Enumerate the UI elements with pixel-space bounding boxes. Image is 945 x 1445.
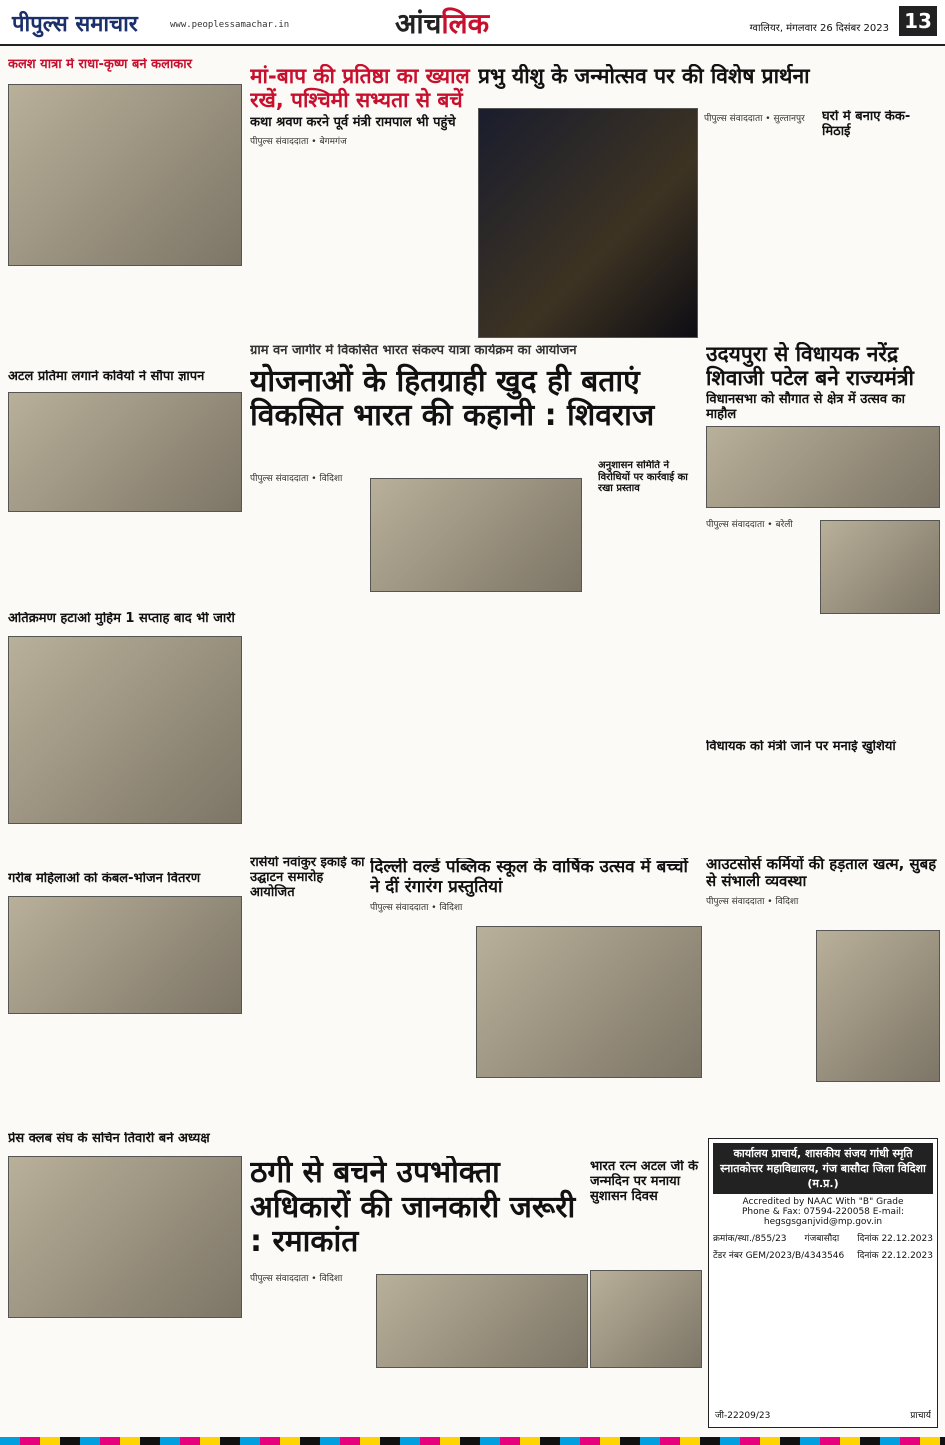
- ad-tender-date: दिनांक 22.12.2023: [857, 1251, 933, 1261]
- color-registration-bar: [0, 1437, 945, 1445]
- masthead: [0, 0, 945, 46]
- ad-ref: जी-22209/23: [715, 1411, 771, 1421]
- tender-advertisement: [708, 1138, 938, 1428]
- photo-shivraj: [370, 478, 582, 592]
- photo-atikraman: [8, 636, 242, 824]
- subheadline: कथा श्रवण करने पूर्व मंत्री रामपाल भी पहुंचे: [250, 115, 456, 131]
- photo-kalash: [8, 84, 242, 266]
- ad-kramank: क्रमांक/स्था./855/23: [713, 1234, 787, 1244]
- headline: कलश यात्रा में राधा-कृष्ण बने कलाकार: [8, 58, 192, 72]
- headline: घरों में बनाए केक-मिठाई: [822, 110, 911, 139]
- story-udaypura: [706, 342, 938, 422]
- headline: ठगी से बचने उपभोक्ता अधिकारों की जानकारी जरूरी : रमाकांत: [250, 1156, 576, 1259]
- headline: अटल प्रतिमा लगाने कवियों ने सौंपा ज्ञापन: [8, 370, 205, 384]
- kicker: ग्राम वन जागीर में विकसित भारत संकल्प यात्रा कार्यक्रम का आयोजन: [250, 344, 577, 358]
- brand-title: पीपुल्स समाचार: [12, 12, 138, 37]
- site-url: www.peoplessamachar.in: [170, 20, 290, 30]
- byline: पीपुल्स संवाददाता • विदिशा: [250, 1274, 343, 1284]
- story-prabhu-yeshu: [478, 64, 918, 104]
- headline: मां-बाप की प्रतिष्ठा का ख्याल रखें, पश्चिमी सभ्यता से बचें: [250, 64, 470, 113]
- dateline: ग्वालियर, मंगलवार 26 दिसंबर 2023: [749, 23, 889, 34]
- byline: पीपुल्स संवाददाता • विदिशा: [706, 896, 799, 907]
- photo-press-club: [8, 1156, 242, 1318]
- section-title-part-b: लिक: [441, 7, 490, 40]
- headline: गरीब महिलाओं को कंबल-भोजन वितरण: [8, 872, 201, 886]
- byline: पीपुल्स संवाददाता • विदिशा: [250, 474, 343, 484]
- headline: भारत रत्न अटल जी के जन्मदिन पर मनाया सुशासन दिवस: [590, 1160, 699, 1204]
- story-raseyo: [250, 856, 368, 916]
- photo-kambal: [8, 896, 242, 1014]
- photo-minister: [820, 520, 940, 614]
- photo-oath: [706, 426, 940, 508]
- ad-tender-row: [713, 1248, 933, 1261]
- story-gram-van: [250, 344, 698, 464]
- story-atikraman: [8, 612, 240, 634]
- ad-ref-row: [713, 1231, 933, 1244]
- story-press-club: [8, 1132, 240, 1154]
- byline-gram-van: [250, 468, 370, 488]
- byline: पीपुल्स संवाददाता • सुल्तानपुर: [704, 114, 805, 124]
- ad-date: दिनांक 22.12.2023: [857, 1234, 933, 1244]
- headline: प्रभु यीशु के जन्मोत्सव पर की विशेष प्रार्थना: [478, 64, 810, 88]
- byline: पीपुल्स संवाददाता • बरेली: [706, 520, 793, 530]
- photo-school: [476, 926, 702, 1078]
- byline-thagi: [250, 1268, 370, 1288]
- ad-place: गंजबासौदा: [804, 1234, 840, 1244]
- headline: रासेयो नवांकुर इकाई का उद्घाटन समारोह आयोजित: [250, 856, 365, 900]
- headline: योजनाओं के हितग्राही खुद ही बताएं विकसित भारत की कहानी : शिवराज: [250, 363, 655, 434]
- photo-atal: [8, 392, 242, 512]
- story-atal: [8, 370, 240, 392]
- ad-tender-no: टेंडर नंबर GEM/2023/B/4343546: [713, 1251, 845, 1261]
- photo-sushasan: [590, 1270, 702, 1368]
- ad-accreditation: Accredited by NAAC With "B" Grade: [742, 1197, 904, 1207]
- headline: दिल्ली वर्ल्ड पब्लिक स्कूल के वार्षिक उत्सव में बच्चों ने दीं रंगारंग प्रस्तुतियां: [370, 858, 688, 897]
- story-cake: [822, 110, 937, 150]
- headline: उदयपुरा से विधायक नरेंद्र शिवाजी पटेल बने राज्यमंत्री: [706, 342, 914, 391]
- story-thagi: [250, 1156, 580, 1266]
- story-sushasan: [590, 1160, 700, 1220]
- ad-title: कार्यालय प्राचार्य, शासकीय संजय गांधी स्मृति स्नातकोत्तर महाविद्यालय, गंज बासौदा जिला विदिशा (म.प्र.): [713, 1143, 933, 1194]
- ad-contact: Phone & Fax: 07594-220058 E-mail: hegsgsganjvid@mp.gov.in: [741, 1207, 905, 1227]
- story-khushiyan: [706, 740, 938, 762]
- story-anushasan: [598, 460, 698, 504]
- subheadline: विधानसभा को सौगात से क्षेत्र में उत्सव का माहौल: [706, 392, 906, 422]
- story-ma-baap: [250, 64, 472, 184]
- headline: अतिक्रमण हटाओ मुहिम 1 सप्ताह बाद भी जारी: [8, 612, 235, 626]
- section-title-part-a: आंच: [395, 7, 442, 40]
- headline: प्रेस क्लब संघ के सचिन तिवारी बने अध्यक्ष: [8, 1132, 210, 1146]
- headline: आउटसोर्स कर्मियों की हड़ताल खत्म, सुबह से संभाली व्यवस्था: [706, 856, 937, 891]
- photo-hospital: [816, 930, 940, 1082]
- headline: अनुशासन समिति ने विरोधियों पर कार्रवाई का रखा प्रस्ताव: [598, 460, 688, 494]
- story-kambal: [8, 872, 240, 894]
- story-outsource: [706, 856, 938, 916]
- photo-christmas: [478, 108, 698, 338]
- byline: पीपुल्स संवाददाता • विदिशा: [370, 903, 463, 914]
- byline-prabhu-yeshu: [704, 108, 824, 128]
- photo-thagi: [376, 1274, 588, 1368]
- section-title: [395, 4, 489, 42]
- byline: पीपुल्स संवाददाता • बेगमगंज: [250, 137, 347, 148]
- byline-udaypura: [706, 514, 816, 534]
- headline: विधायक को मंत्री जाने पर मनाई खुशियां: [706, 740, 896, 754]
- ad-signature: प्राचार्य: [910, 1411, 931, 1421]
- story-delhi-world: [370, 858, 700, 920]
- page-number: 13: [899, 6, 937, 36]
